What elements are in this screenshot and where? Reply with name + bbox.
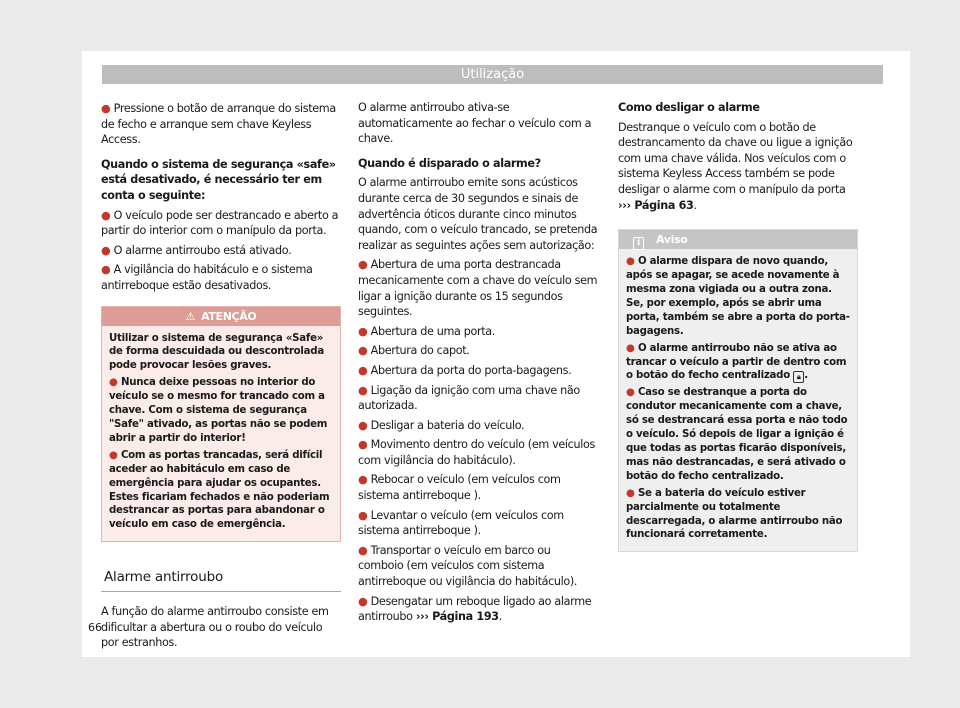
bullet-item: [358, 437, 598, 468]
notice-box: [618, 229, 858, 552]
column-left: [101, 101, 341, 655]
bullet-text: Ligação da ignição com uma chave não autorizada.: [358, 383, 580, 413]
bullet-text: Levantar o veículo (em veículos com sistema antirreboque ).: [358, 508, 564, 538]
bullet-text: Abertura de uma porta destrancada mecanicamente com a chave do veículo sem ligar a ignição durante os 15 segundos seguintes.: [358, 258, 598, 319]
lock-icon: 🔒︎: [793, 371, 804, 383]
bullet-text: O alarme antirroubo está ativado.: [113, 243, 292, 257]
warning-bullet-text: Nunca deixe pessoas no interior do veículo se o mesmo for trancado com a chave. Com o sistema de segurança "Safe" ativado, as portas não se podem abrir a partir do interior!: [109, 377, 328, 444]
notice-bullet-text: Caso se destranque a porta do condutor mecanicamente com a chave, só se destrancará essa porta e não todo o veículo. Só depois de ligar a ignição é que todas as portas ficarão disponíveis, mas não destrancadas, e será ativado o botão do fecho centralizado.: [626, 387, 848, 482]
bullet-icon: ●: [358, 258, 368, 272]
notice-box-header: [619, 230, 857, 249]
info-icon: i: [633, 237, 644, 250]
notice-box-body: [619, 249, 857, 551]
bullet-icon: ●: [358, 473, 368, 487]
bullet-icon: ●: [358, 383, 368, 397]
bullet-icon: ●: [109, 377, 118, 389]
bullet-icon: ●: [358, 594, 368, 608]
paragraph-heading: Quando é disparado o alarme?: [358, 156, 541, 170]
bullet-icon: ●: [358, 508, 368, 522]
notice-bullet: [626, 255, 851, 338]
section-title: Alarme antirroubo: [101, 568, 341, 592]
bullet-icon: ●: [358, 438, 368, 452]
bullet-text: Desengatar um reboque ligado ao alarme antirroubo: [358, 594, 592, 624]
paragraph: A função do alarme antirroubo consiste em dificultar a abertura ou o roubo do veículo por estranhos.: [101, 605, 329, 650]
bullet-item: [358, 594, 598, 625]
bullet-text: Desligar a bateria do veículo.: [370, 418, 525, 432]
bullet-item: [101, 243, 341, 259]
paragraph-heading: Quando o sistema de segurança «safe» está desativado, é necessário ter em conta o seguinte:: [101, 157, 336, 202]
punctuation: .: [498, 610, 502, 624]
warning-bullet: [109, 376, 334, 446]
bullet-text: Abertura da porta do porta-bagagens.: [370, 363, 572, 377]
warning-bullet-text: Com as portas trancadas, será difícil aceder ao habitáculo em caso de emergência para ajudar os ocupantes. Estes ficariam fechados e não poderiam destrancar as portas para abandonar o veículo em caso de emergência.: [109, 449, 330, 531]
page-reference-link[interactable]: ››› Página 193: [415, 610, 499, 624]
bullet-item: [358, 383, 598, 414]
notice-bullet: [626, 487, 851, 543]
manual-page: [82, 51, 910, 657]
bullet-icon: ●: [358, 324, 368, 338]
notice-bullet-text: O alarme dispara de novo quando, após se apagar, se acede novamente à mesma zona vigiada ou a outra zona. Se, por exemplo, após se abrir uma porta, também se abre a porta do porta-bagagens.: [626, 256, 850, 337]
bullet-icon: ●: [101, 243, 111, 257]
column-right: [618, 100, 858, 552]
bullet-item: [358, 418, 598, 434]
bullet-icon: ●: [626, 342, 635, 354]
notice-title: Aviso: [656, 233, 688, 247]
bullet-item: [101, 262, 341, 293]
warning-text: Utilizar o sistema de segurança «Safe» de forma descuidada ou descontrolada pode provocar lesões graves.: [109, 332, 324, 372]
column-middle: [358, 100, 598, 629]
bullet-icon: ●: [626, 256, 635, 268]
warning-triangle-icon: ⚠: [185, 309, 196, 323]
warning-box-header: [102, 307, 340, 326]
bullet-item: [358, 543, 598, 590]
warning-title: ATENÇÃO: [201, 309, 257, 323]
page-number: 66: [88, 621, 102, 634]
bullet-text: Movimento dentro do veículo (em veículos com vigilância do habitáculo).: [358, 438, 595, 467]
bullet-item: [101, 208, 341, 239]
bullet-icon: ●: [358, 363, 368, 377]
paragraph: O alarme antirroubo ativa-se automaticamente ao fechar o veículo com a chave.: [358, 101, 592, 146]
page-reference-link[interactable]: ››› Página 63: [618, 198, 694, 212]
warning-box-body: [102, 326, 340, 542]
paragraph-heading: Como desligar o alarme: [618, 101, 760, 114]
bullet-item: [101, 101, 341, 148]
bullet-text: O veículo pode ser destrancado e aberto a partir do interior com o manípulo da porta.: [101, 208, 339, 238]
punctuation: .: [693, 198, 697, 212]
bullet-icon: ●: [101, 208, 111, 222]
bullet-icon: ●: [358, 344, 368, 358]
bullet-text: Abertura de uma porta.: [370, 324, 495, 338]
punctuation: .: [804, 370, 808, 382]
bullet-text: Transportar o veículo em barco ou comboio (em veículos com sistema antirreboque ou vigilância do habitáculo).: [358, 543, 578, 589]
notice-bullet: [626, 386, 851, 483]
bullet-text: Pressione o botão de arranque do sistema de fecho e arranque sem chave Keyless Access.: [101, 102, 336, 147]
paragraph-text: Destranque o veículo com o botão de destrancamento da chave ou ligue a ignição com uma chave válida. Nos veículos com o sistema Keyless Access também se pode desligar o alarme com o manípulo da porta: [618, 120, 853, 196]
notice-bullet: [626, 342, 851, 384]
bullet-icon: ●: [101, 263, 111, 277]
warning-box: [101, 306, 341, 543]
bullet-icon: ●: [109, 449, 118, 461]
bullet-item: [358, 257, 598, 319]
bullet-icon: ●: [626, 387, 635, 399]
bullet-list: [358, 257, 598, 589]
bullet-text: Rebocar o veículo (em veículos com sistema antirreboque ).: [358, 473, 561, 503]
notice-bullet-text: Se a bateria do veículo estiver parcialmente ou totalmente descarregada, o alarme antirroubo não funcionará corretamente.: [626, 487, 843, 541]
bullet-text: A vigilância do habitáculo e o sistema antirreboque estão desativados.: [101, 263, 313, 292]
bullet-item: [358, 343, 598, 359]
bullet-item: [358, 363, 598, 379]
paragraph: O alarme antirroubo emite sons acústicos durante cerca de 30 segundos e sinais de advertência óticos durante cinco minutos quando, com o veículo trancado, se pretenda realizar as seguintes ações sem autorização:: [358, 176, 598, 252]
bullet-icon: ●: [358, 418, 368, 432]
bullet-item: [358, 508, 598, 539]
paragraph: [618, 120, 858, 214]
bullet-text: Abertura do capot.: [370, 344, 470, 358]
notice-bullet-text: O alarme antirroubo não se ativa ao trancar o veículo a partir de dentro com o botão do fecho centralizado: [626, 342, 847, 382]
bullet-item: [358, 324, 598, 340]
bullet-item: [358, 472, 598, 503]
bullet-icon: ●: [626, 487, 635, 499]
page-header: Utilização: [102, 65, 883, 84]
bullet-icon: ●: [358, 543, 368, 557]
bullet-icon: ●: [101, 102, 111, 115]
warning-bullet: [109, 449, 334, 532]
